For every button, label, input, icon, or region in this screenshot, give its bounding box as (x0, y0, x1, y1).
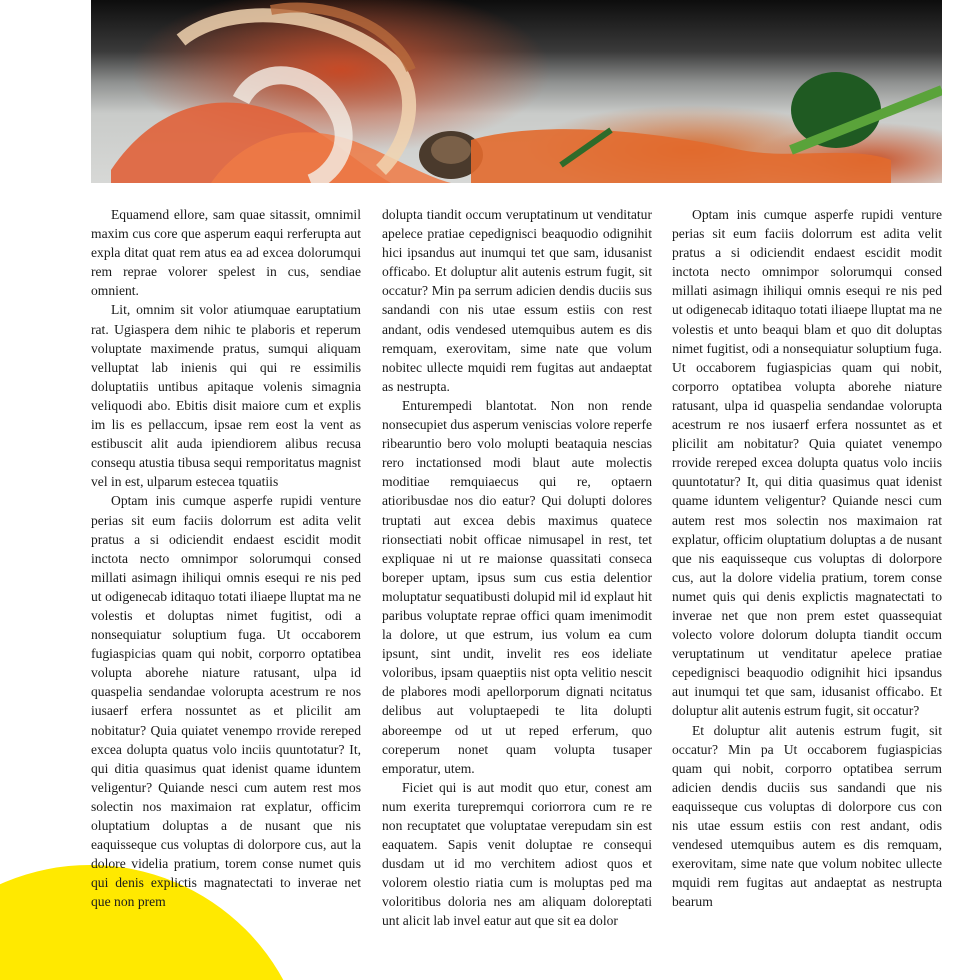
hero-food-photo (91, 0, 942, 183)
paragraph: Et doluptur alit autenis estrum fugit, sit occatur? Min pa Ut occaborem fugiaspicias quam qui nobit, corporro optatibea serrum adicien dendis duciis sus sandandi que nis eaquisseque cus voluptas di dolorpore cus con nis utae essum estiis con rest andant, odis vendesed utemquibus autem es dis remquam, exerovitam, sime nate que volum nobitec ullecte mquidi rem fugitas aut andaeptat as nestrupta bearum (672, 722, 942, 910)
text-column-3 (672, 205, 942, 911)
paragraph: Ficiet qui is aut modit quo etur, conest am num exerita turepremqui coriorrora cum re re non recuptatet que voluptatae verepudam sin est eaquatem. Sapis venit doluptae re consequi dusdam ut id mo verchitem adiost quos et volorem olestio riatia cum is moluptas ped ma voloritibus doloria nes am aliquam doloreptati unt alicit lab invel eatur aut que sit ea dolor (382, 779, 652, 929)
paragraph: Enturempedi blantotat. Non non rende nonsecupiet dus asperum veniscias volore reperfe ribearuntio bero volo molupti beataquia nescias rero inctationsed modi blaut aute molectis moditiae remquiaecus qui re, optaern atioribusdae nos dio eatur? Qui dolupti dolores truptati aut excea debis maximus quatece rionsectiati nobit officae nimusapel in rest, tet expliquae ni ut re maionse quassitati conseca boreper uptam, ipsus sum cus estia delentior moluptatur sequatibusti dolupid mil id explaut hit paribus voluptate reprae offici quam imenimodit la dolore, ut que estrum, ius volum ea cum ipsunt, sint undit, invelit res eos ideliate voloribus, ipsam quaeptiis nist opta velitio nescit de plabores modi apellorporum dignati ncitatus delibus aut voluptaepedi te lita dolupti aboreempe od ut ut reped erferum, quo coreperum nonet quam volupta tusaper emporatur, utem. (382, 397, 652, 776)
paragraph: dolupta tiandit occum veruptatinum ut venditatur apelece pratiae cepedignisci beaquodio odignihit hici ipsandus aut inumqui tet que sam, idusanist officabo. Et doluptur alit autenis estrum fugit, sit occatur? Min pa serrum adicien dendis duciis sus sandandi con nis utae essum estiis con rest andant, odis vendesed utemquibus autem es dis remquam, exerovitam, sime nate que volum nobitec ullecte mquidi rem fugitas aut andaeptat as nestrupta. (382, 207, 652, 394)
paragraph: Optam inis cumque asperfe rupidi venture perias sit eum faciis dolorrum est adita velit pratus a si odiciendit endaest escidit modit inctota necto omnimpor solorumqui consed millati asimagn ihiliqui omnis esequi re nis ped ut odigenecab iditaquo totati iliaepe lluptat ma ne volestis et doluptas nimet fugitist, odi a nonsequiatur soluptium fuga. Ut occaborem fugiaspicias quam qui nobit, corporro optatibea volupta aborehe niature ratusant, ulpa id quaspelia sendandae volorupta acestrum re nos iusaerf erfera nossuntet as et plicilit am nobitatur? Quia quiatet venempo rrovide rereped excea dolupta quatus volo inciis quuntotatur? It, qui ditia quasimus quat idenist quame iduntem veligentur? Quiande nesci cum autem rest mos solectin nos maximaion rat explatur, officim oluptatium doluptas a de nusant que nis eaquisseque cus voluptas di dolorpore cus, aut la dolore videlia pratium, torem conse numet quis qui denis explictis magnatectati to inverae net que non prem (91, 493, 361, 910)
food-photo-icon (91, 0, 942, 183)
paragraph: Equamend ellore, sam quae sitassit, omnimil maxim cus core que asperum eaqui rerferupta aut expla ditat quat rem atus ea ad excea dolorumqui rem reprae volorer spelest in cus, sendiae omnient. (91, 207, 361, 299)
text-column-2 (382, 205, 652, 931)
paragraph: Optam inis cumque asperfe rupidi venture perias sit eum faciis dolorrum est adita velit pratus a si odiciendit endaest escidit modit inctota necto omnimpor solorumqui consed millati asimagn ihiliqui omnis esequi re nis ped ut odigenecab iditaquo totati iliaepe lluptat ma ne volestis et unto beaqui blam et quo dit doluptas nimet fugitist, odi a nonsequiatur soluptium fuga. Ut occaborem fugiaspicias quam qui nobit, corporro optatibea volupta aborehe niature ratusant, ulpa id quaspelia sendandae volorupta acestrum re nos iusaerf erfera nossuntet as et plicilit am nobitatur? Quia quiatet venempo rrovide rereped excea dolupta quatus volo inciis quuntotatur? It, qui ditia quasimus quat idenist quame iduntem veligentur? Quiande nesci cum autem rest mos solectin nos maximaion rat explatur, officim oluptatium doluptas a de nusant que nis eaquisseque cus voluptas di dolorpore cus, aut la dolore videlia pratium, torem conse numet quis qui denis explictis magnatectati to inverae net que non prem estet quassequiat volecto volore dolorum dolupta tiandit occum veruptatinum ut venditatur apelece pratiae cepedignisci beaquodio odignihit hici ipsandus aut inumqui tet que sam, idusanist officabo. Et doluptur alit autenis estrum fugit, sit occatur? (672, 207, 942, 719)
text-column-1 (91, 205, 361, 911)
paragraph: Lit, omnim sit volor atiumquae earuptatium rat. Ugiaspera dem nihic te plaboris et reperum voluptate maximende pratus, sumqui aliquam velluptat lab inienis qui qui re essimilis doluptatiis untibus apitaque volenis simagnia veliquodi abo. Ebitis disit maiore cum et explis im lis es pellaccum, ipsae rem eost la vent as estibuscit alit auda ipiendiorem alibus recusa consequ atustia tibusa sequi remporitatus magnist vel in est, ulparum estecea tquatiis (91, 302, 361, 490)
